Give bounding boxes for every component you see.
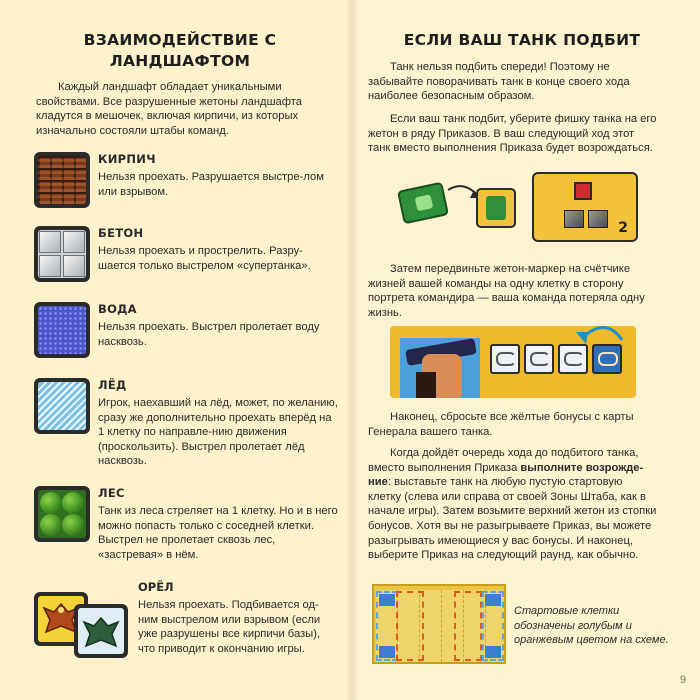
- page-fold: [345, 0, 359, 700]
- terrain-ice: [30, 378, 340, 470]
- diagram-caption: Стартовые клетки обозначены голубым и оранжевым цветом на схеме.: [514, 605, 669, 646]
- right-section-title: ЕСЛИ ВАШ ТАНК ПОДБИТ: [403, 31, 641, 49]
- terrain-name: КИРПИЧ: [98, 152, 156, 166]
- terrain-water: [30, 302, 340, 362]
- tank-to-order-illustration: [400, 172, 640, 242]
- terrain-desc: Игрок, наехавший на лёд, может, по желанию, сразу же дополнительно проехать вперёд на 1 клетку по направле-нию движения (проскользить). Выстрел пролетает лёд насквозь.: [98, 397, 338, 468]
- ice-tile-icon: [34, 378, 90, 434]
- right-paragraph-5: Когда дойдёт очередь хода до подбитого танка, вместо выполнения Приказа выполните возрожде-ние: выставьте танк на любую пустую стартовую клетку (слева или справа от своей Зоны Штаба, как в начале игры). Затем возьмите верхний жетон из стопки бонусов. Хотя вы не разыгрываете Приказ, вы можете разыгрывать имеющиеся у вас бонусы. И наконец, выберите Приказ на следующий раунд, как обычно.: [368, 447, 657, 562]
- terrain-desc: Танк из леса стреляет на 1 клетку. Но и в него можно попасть только с соседней клетки. Выстрел не пролетает сквозь лес, «застревая» в нём.: [98, 505, 338, 561]
- terrain-name: ЛЁД: [98, 378, 127, 392]
- eagle-destroyed-tile-icon: [74, 604, 128, 658]
- order-token-icon: [476, 188, 516, 228]
- terrain-concrete: [30, 226, 340, 286]
- eagle-tiles: [34, 592, 134, 658]
- left-section-title: ВЗАИМОДЕЙСТВИЕ С ЛАНДШАФТОМ: [83, 31, 277, 70]
- terrain-name: ЛЕС: [98, 486, 125, 500]
- brick-tile-icon: [34, 152, 90, 208]
- life-cell-icon: [524, 344, 554, 374]
- terrain-name: БЕТОН: [98, 226, 144, 240]
- life-marker-icon: [592, 344, 622, 374]
- terrain-desc: Нельзя проехать. Разрушается выстре-лом или взрывом.: [98, 171, 324, 198]
- commander-portrait: [400, 338, 480, 398]
- terrain-name: ВОДА: [98, 302, 137, 316]
- forest-tile-icon: [34, 486, 90, 542]
- life-cell-icon: [558, 344, 588, 374]
- water-tile-icon: [34, 302, 90, 358]
- left-intro-text: Каждый ландшафт обладает уникальными свойствами. Все разрушенные жетоны ландшафта кладутся в мешочек, включая кирпичи, из которых изначально состояли штабы команд.: [36, 81, 302, 137]
- life-counter-illustration: [390, 326, 636, 398]
- eagle-name: ОРЁЛ: [138, 580, 174, 594]
- general-card: [532, 172, 638, 242]
- concrete-tile-icon: [34, 226, 90, 282]
- card-number: 2: [618, 220, 628, 236]
- right-paragraph-1: Танк нельзя подбить спереди! Поэтому не забывайте поворачивать танк в конце своего хода наиболее безопасным образом.: [368, 61, 630, 103]
- arrow-left-icon: [570, 320, 630, 346]
- tank-token-icon: [397, 182, 449, 225]
- terrain-desc: Нельзя проехать и прострелить. Разру-шается только выстрелом «супертанка».: [98, 245, 311, 272]
- start-cells-diagram: [372, 584, 506, 664]
- terrain-brick: [30, 152, 340, 212]
- life-cell-icon: [490, 344, 520, 374]
- eagle-desc: Нельзя проехать. Подбивается од-ним выстрелом или взрывом (если уже разрушены все кирпичи базы), что приводит к окончанию игры.: [138, 599, 321, 655]
- right-paragraph-2: Если ваш танк подбит, уберите фишку танка на его жетон в ряду Приказов. В ваш следующий ход этот танк вместо выполнения Приказа будет возрождаться.: [368, 113, 657, 155]
- right-paragraph-3: Затем передвиньте жетон-маркер на счётчике жизней вашей команды на одну клетку в сторону портрета командира — ваша команда потеряла одну жизнь.: [368, 263, 645, 319]
- right-paragraph-4: Наконец, сбросьте все жёлтые бонусы с карты Генерала вашего танка.: [368, 411, 634, 438]
- page-number: 9: [679, 674, 686, 686]
- terrain-forest: [30, 486, 340, 564]
- terrain-desc: Нельзя проехать. Выстрел пролетает воду насквозь.: [98, 321, 320, 348]
